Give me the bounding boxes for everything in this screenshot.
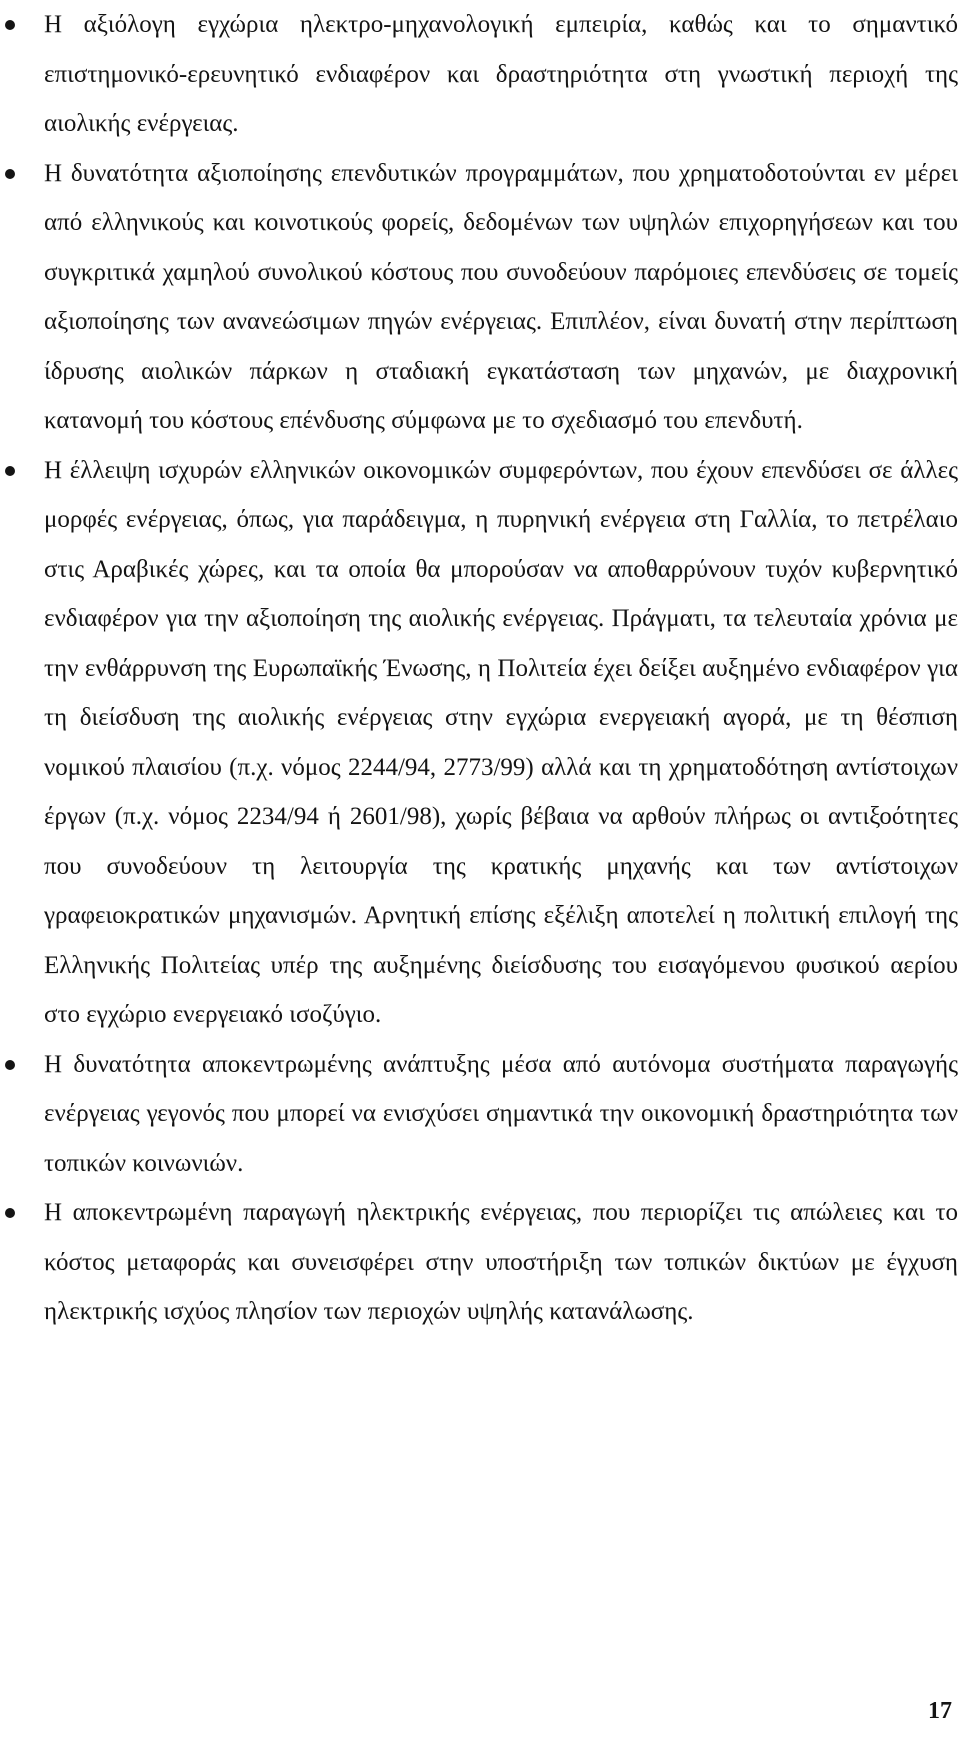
bullet-icon xyxy=(5,466,15,476)
bullet-item xyxy=(44,1040,958,1189)
bullet-item xyxy=(44,149,958,446)
bullet-text: Η έλλειψη ισχυρών ελληνικών οικονομικών συμφερόντων, που έχουν επενδύσει σε άλλες μορφές ενέργειας, όπως, για παράδειγμα, η πυρηνική ενέργεια στη Γαλλία, το πετρέλαιο στις Αραβικές χώρες, και τα οποία θα μπορούσαν να αποθαρρύνουν τυχόν κυβερνητικό ενδιαφέρον για την αξιοποίηση της αιολικής ενέργειας. Πράγματι, τα τελευταία χρόνια με την ενθάρρυνση της Ευρωπαϊκής Ένωσης, η Πολιτεία έχει δείξει αυξημένο ενδιαφέρον για τη διείσδυση της αιολικής ενέργειας στην εγχώρια ενεργειακή αγορά, με τη θέσπιση νομικού πλαισίου (π.χ. νόμος 2244/94, 2773/99) αλλά και τη χρηματοδότηση αντίστοιχων έργων (π.χ. νόμος 2234/94 ή 2601/98), χωρίς βέβαια να αρθούν πλήρως οι αντιξοότητες που συνοδεύουν τη λειτουργία της κρατικής μηχανής και των αντίστοιχων γραφειοκρατικών μηχανισμών. Αρνητική επίσης εξέλιξη αποτελεί η πολιτική επιλογή της Ελληνικής Πολιτείας υπέρ της αυξημένης διείσδυσης του εισαγόμενου φυσικού αερίου στο εγχώριο ενεργειακό ισοζύγιο. xyxy=(44,456,958,1028)
bullet-item xyxy=(44,0,958,149)
bullet-icon xyxy=(5,169,15,179)
bullet-text: Η δυνατότητα αξιοποίησης επενδυτικών προγραμμάτων, που χρηματοδοτούνται εν μέρει από ελληνικούς και κοινοτικούς φορείς, δεδομένων των υψηλών επιχορηγήσεων και του συγκριτικά χαμηλού συνολικού κόστους που συνοδεύουν παρόμοιες επενδύσεις σε τομείς αξιοποίησης των ανανεώσιμων πηγών ενέργειας. Επιπλέον, είναι δυνατή στην περίπτωση ίδρυσης αιολικών πάρκων η σταδιακή εγκατάσταση των μηχανών, με διαχρονική κατανομή του κόστους επένδυσης σύμφωνα με το σχεδιασμό του επενδυτή. xyxy=(44,159,958,434)
bullet-item xyxy=(44,1188,958,1337)
bullet-icon xyxy=(5,1208,15,1218)
bullet-icon xyxy=(5,1060,15,1070)
bullet-text: Η αξιόλογη εγχώρια ηλεκτρο-μηχανολογική εμπειρία, καθώς και το σημαντικό επιστημονικό-ερευνητικό ενδιαφέρον και δραστηριότητα στη γνωστική περιοχή της αιολικής ενέργειας. xyxy=(44,11,958,137)
bullet-text: Η αποκεντρωμένη παραγωγή ηλεκτρικής ενέργειας, που περιορίζει τις απώλειες και το κόστος μεταφοράς και συνεισφέρει στην υποστήριξη των τοπικών δικτύων με έγχυση ηλεκτρικής ισχύος πλησίον των περιοχών υψηλής κατανάλωσης. xyxy=(44,1199,958,1325)
bullet-icon xyxy=(5,20,15,30)
bullet-list xyxy=(44,0,958,1337)
page-number: 17 xyxy=(928,1698,952,1724)
bullet-text: Η δυνατότητα αποκεντρωμένης ανάπτυξης μέσα από αυτόνομα συστήματα παραγωγής ενέργειας γεγονός που μπορεί να ενισχύσει σημαντικά την οικονομική δραστηριότητα των τοπικών κοινωνιών. xyxy=(44,1050,958,1177)
bullet-item xyxy=(44,446,958,1040)
